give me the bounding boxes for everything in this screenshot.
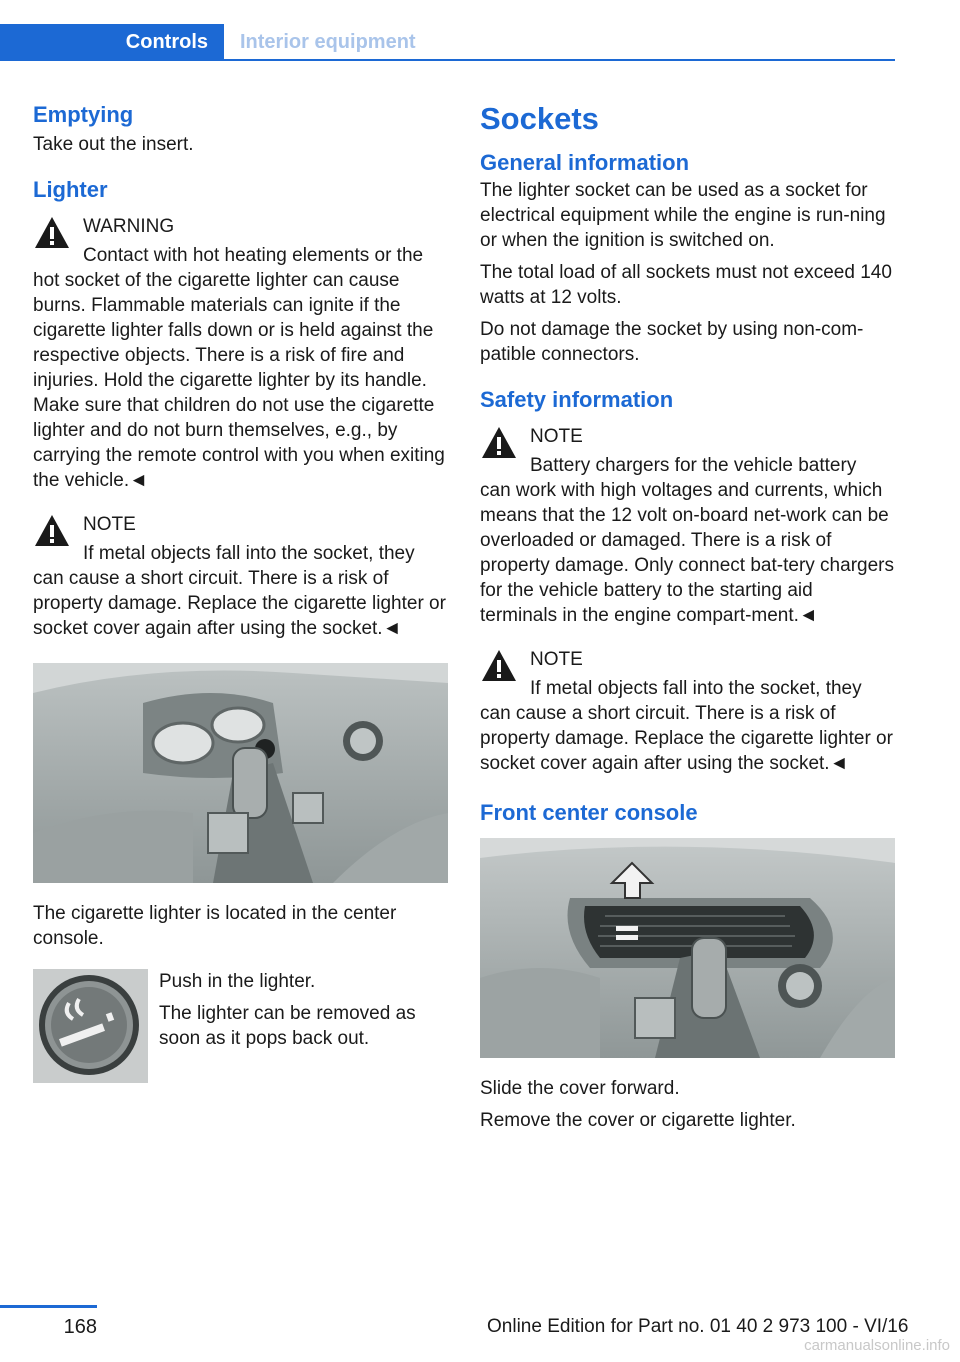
note1-text: can work with high voltages and currents, which means that the 12 volt on-board net-work can be overloaded or damaged. There is a risk of property damage. Only connect bat-tery chargers for the vehicle battery to the starting aid terminals in the engine compart-ment.◄ [480,480,894,626]
note1-label: NOTE [530,426,583,447]
remove-cover-text: Remove the cover or cigarette lighter. [480,1110,796,1131]
header-tabs [0,0,895,62]
tab-interior-equipment[interactable]: Interior equipment [240,31,416,53]
note-block-2 [480,646,895,776]
remove-lighter-text: The lighter can be removed as soon as it pops back out. [159,1003,416,1049]
warning-text: hot socket of the cigarette lighter can cause burns. Flammable materials can ignite if the cigarette lighter falls down or is held against the respective objects. There is a risk of fire and injuries. Hold the cigarette lighter by its handle. Make sure that children do not use the cigarette lighter and do not burn themselves, e.g., by carrying the remote control with you when exiting the vehicle.◄ [33,270,445,491]
front-console-heading: Front center console [480,800,698,825]
emptying-text: Take out the insert. [33,134,194,155]
note-label: NOTE [83,514,136,535]
footer-divider [0,1305,97,1308]
warning-icon [480,648,518,684]
tab-controls[interactable]: Controls [0,24,224,61]
general-p3: Do not damage the socket by using non-com-patible connectors. [480,319,864,365]
general-p1: The lighter socket can be used as a socket for electrical equipment while the engine is run-ning or when the ignition is switched on. [480,180,886,251]
cigarette-lighter-icon [33,969,148,1083]
note2-label: NOTE [530,649,583,670]
lighter-button-image [33,969,148,1083]
note-text: can cause a short circuit. There is a risk of property damage. Replace the cigarette lighter or socket cover again after using the socket.◄ [33,568,446,639]
warning-first-line: Contact with hot heating elements or the [83,245,424,266]
warning-label: WARNING [83,216,175,237]
left-column [33,100,448,1089]
right-column [480,100,895,1133]
lighter-instructions [33,969,448,1089]
center-console-photo [33,663,448,883]
page-number: 168 [63,1316,97,1338]
front-console-photo [480,838,895,1058]
emptying-heading: Emptying [33,102,134,127]
slide-text: Slide the cover forward. [480,1078,680,1099]
note-block-1 [480,423,895,628]
warning-icon [480,425,518,461]
photo-caption: The cigarette lighter is located in the center console. [33,903,397,949]
watermark: carmanualsonline.info [804,1337,950,1354]
note1-first-line: Battery chargers for the vehicle battery [530,455,857,476]
general-p2: The total load of all sockets must not exceed 140 watts at 12 volts. [480,262,892,308]
sockets-heading: Sockets [480,101,599,136]
note2-first-line: If metal objects fall into the socket, they [530,678,862,699]
lighter-text [159,969,449,1051]
general-heading: General information [480,150,690,175]
note-block [33,511,448,641]
note-first-line: If metal objects fall into the socket, they [83,543,415,564]
warning-icon [33,513,71,549]
lighter-heading: Lighter [33,177,108,202]
warning-block [33,213,448,493]
header-divider [224,59,895,61]
warning-icon [33,215,71,251]
note2-text: can cause a short circuit. There is a risk of property damage. Replace the cigarette lighter or socket cover again after using the socket.◄ [480,703,893,774]
edition-text: Online Edition for Part no. 01 40 2 973 100 - VI/16 [487,1316,909,1337]
safety-heading: Safety information [480,387,674,412]
push-text: Push in the lighter. [159,971,316,992]
